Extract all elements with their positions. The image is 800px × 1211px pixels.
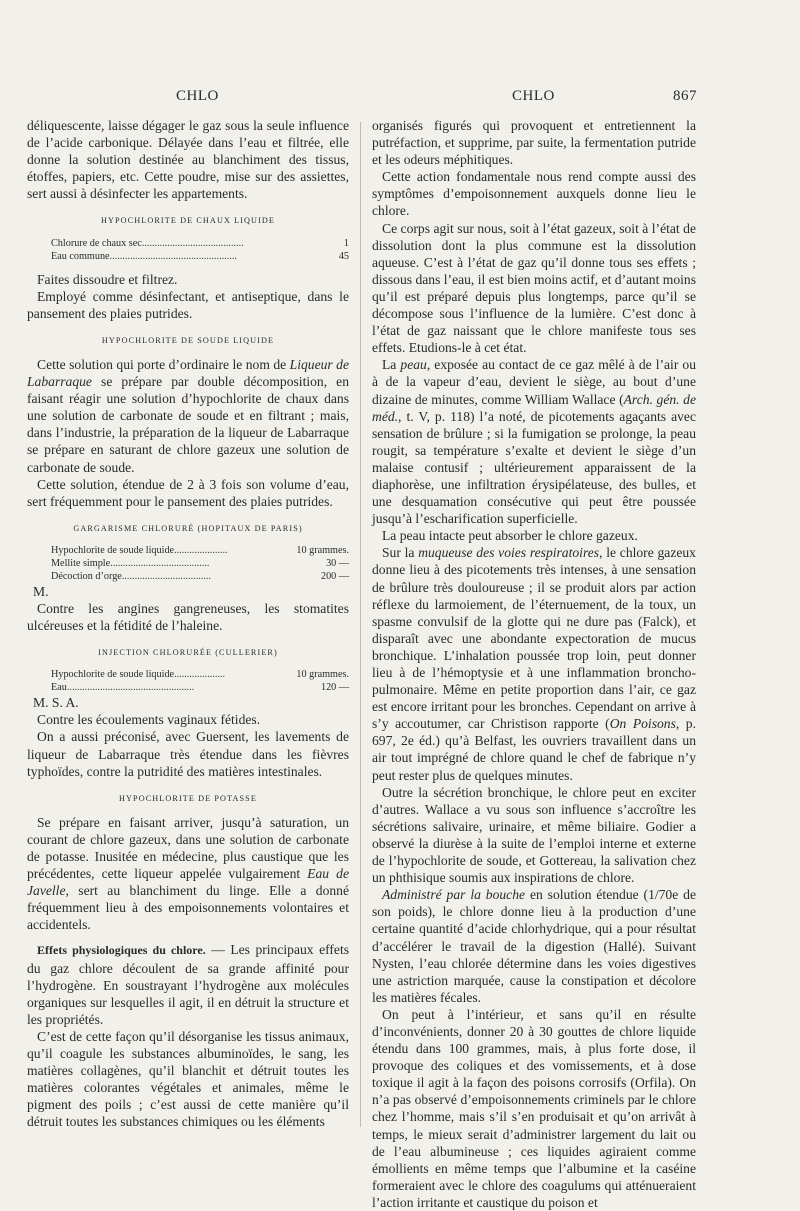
paragraph: Employé comme désinfectant, et antiseptique, dans le pansement des plaies putrides.	[27, 288, 349, 321]
recipe-row: Eau.................................................. 120 —	[51, 682, 349, 694]
paragraph: Administré par la bouche en solution étendue (1/70e de son poids), le chlore donne lieu à la production d’une certaine quantité d’acide chlorhydrique, qui a pour résultat d’accélérer le travail de la digestion (Hallé). Suivant Nysten, l’eau chlorée détermine dans les voies digestives une astriction marquée, cause la constipation et décolore les matières fécales.	[372, 887, 696, 1005]
paragraph: Ce corps agit sur nous, soit à l’état gazeux, soit à l’état de dissolution dont la plus commune est la dissolution aqueuse. C’est à l’état de gaz qu’il donne tous ses effets ; dissous dans l’eau, il est bien moins actif, et d’autant moins qu’il est préparé depuis plus longtemps, parce qu’il se décompose sous l’influence de la lumière. C’est donc à l’état de gaz naissant que le chlore manifeste tous ses effets. Etudions-le à cet état.	[372, 220, 696, 356]
paragraph: Contre les écoulements vaginaux fétides.	[37, 712, 261, 728]
paragraph: Cette action fondamentale nous rend compte aussi des symptômes d’empoisonnement auxquels donne lieu le chlore.	[372, 169, 696, 219]
recipe-signature: M.	[33, 583, 49, 599]
section-heading: Effets physiologiques du chlore.	[37, 943, 206, 958]
ingredient-name: Mellite simple	[51, 557, 111, 569]
paragraph: Outre la sécrétion bronchique, le chlore peut en exciter d’autres. Wallace a vu sous son influence s’accroître les sécrétions salivaire, urinaire, et même biliaire. Godier a observé la diurèse à la suite de l’emploi interne et externe de l’hypochlorite de soude, et Gottereau, la salivation chez un phthisique soumis aux inspirations de chlore.	[372, 784, 696, 886]
paragraph: Contre les angines gangreneuses, les stomatites ulcéreuses et la fétidité de l’haleine.	[27, 600, 349, 634]
paragraph: C’est de cette façon qu’il désorganise les tissus animaux, qu’il coagule les substances albuminoïdes, le sang, les matières collagènes, qu’il blanchit et détruit toutes les matières colorantes végétales et animales, même le pigment des poils ; c’est aussi de cette manière qu’il détruit toutes les substances chimiques ou les éléments	[27, 1028, 349, 1130]
ingredient-name: Eau	[51, 682, 67, 694]
paragraph: On a aussi préconisé, avec Guersent, les lavements de liqueur de Labarraque très étendue dans les fièvres typhoïdes, contre la putridité des matières intestinales.	[27, 729, 349, 779]
paragraph: Faites dissoudre et filtrez.	[37, 271, 178, 287]
recipe-row: Décoction d’orge................................... 200 —	[51, 570, 349, 582]
ingredient-quantity: 10 grammes.	[296, 669, 349, 681]
paragraph: organisés figurés qui provoquent et entretiennent la putréfaction, et supprime, par suite, la fermentation putride et les odeurs méphitiques.	[372, 118, 696, 168]
paragraph: La peau, exposée au contact de ce gaz mêlé à de l’air ou à de la vapeur d’eau, devient le siège, au bout d’une dizaine de minutes, comme William Wallace (Arch. gén. de méd., t. V, p. 118) l’a noté, de picotements agaçants avec sensation de brûlure ; si la fumigation se prolonge, la peau rougit, sa température s’exalte et devient le siège d’un malaise contusif ; ultérieurement apparaissent de la diaphorèse, une infiltration érysipélateuse, des bulles, et une desquamation consécutive qui peut être poussée jusqu’à l’escharification superficielle.	[372, 357, 696, 527]
recipe-table	[27, 544, 349, 583]
ingredient-name: Eau commune	[51, 250, 110, 262]
column-divider	[360, 122, 361, 1127]
recipe-title: INJECTION CHLORURÉE (CULLERIER)	[98, 648, 278, 658]
recipe-signature: M. S. A.	[33, 695, 79, 711]
recipe-row: Eau commune.................................................. 45	[51, 250, 349, 262]
left-column	[27, 117, 349, 1131]
recipe-row: Chlorure de chaux sec........................................ 1	[51, 237, 349, 249]
recipe-row: Hypochlorite de soude liquide..................... 10 grammes.	[51, 544, 349, 556]
ingredient-quantity: 1	[343, 237, 349, 249]
recipe-title: HYPOCHLORITE DE SOUDE LIQUIDE	[101, 335, 275, 345]
ingredient-quantity: 45	[338, 250, 349, 262]
ingredient-quantity: 10 grammes.	[296, 544, 349, 556]
ingredient-name: Hypochlorite de soude liquide	[51, 669, 175, 681]
recipe-title: HYPOCHLORITE DE POTASSE	[119, 793, 257, 803]
paragraph: Se prépare en faisant arriver, jusqu’à saturation, un courant de chlore gazeux, dans une solution de carbonate de potasse. Inusitée en médecine, plus caustique que les précédentes, cette liqueur appelée vulgairement Eau de Javelle, sert au blanchiment du linge. Elle a donné fréquemment lieu à des empoisonnements volontaires et accidentels.	[27, 814, 349, 933]
recipe-table	[27, 237, 349, 263]
recipe-title: HYPOCHLORITE DE CHAUX LIQUIDE	[100, 216, 276, 226]
paragraph: La peau intacte peut absorber le chlore gazeux.	[382, 528, 638, 544]
ingredient-name: Chlorure de chaux sec	[51, 237, 142, 249]
running-head-left: CHLO	[176, 88, 219, 104]
recipe-row: Mellite simple....................................... 30 —	[51, 557, 349, 569]
ingredient-quantity: 30 —	[326, 557, 349, 569]
right-column	[372, 117, 696, 1211]
recipe-row: Hypochlorite de soude liquide.................... 10 grammes.	[51, 669, 349, 681]
paragraph: On peut à l’intérieur, et sans qu’il en résulte d’inconvénients, donner 20 à 30 gouttes de chlore liquide étendu dans 100 grammes, mais, à plus forte dose, il provoque des coliques et des vomissements, et à dose toxique il agit à la façon des poisons corrosifs (Orfila). On n’a pas observé d’empoisonnements criminels par le chlore chez l’homme, mais s’il s’en produisait et qu’on arrivât à temps, le mieux serait d’administrer largement du lait ou de l’eau albumineuse ; ces liquides agiraient comme émollients en même temps que l’albumine et la caséine formeraient avec le chlore des coagulums qui atténueraient l’action irritante et caustique du poison et	[372, 1006, 696, 1210]
recipe-title: GARGARISME CHLORURÉ (HOPITAUX DE PARIS)	[73, 523, 303, 533]
ingredient-name: Décoction d’orge	[51, 570, 122, 582]
ingredient-quantity: 120 —	[320, 682, 349, 694]
running-head-center: CHLO	[512, 88, 555, 104]
paragraph: Sur la muqueuse des voies respiratoires, le chlore gazeux donne lieu à des picotements très intenses, à une sensation de brûlure très douloureuse ; il se produit alors par action réflexe du larmoiement, de l’éternuement, de la toux, un spasme convulsif de la glotte qui ne dure pas (Falck), et disparaît avec une abondante expectoration de mucus bronchique. L’inhalation poussée trop loin, peut donner lieu à de l’hémoptysie et à une inflammation broncho-pulmonaire. Même en petite proportion dans l’air, ce gaz est encore irritant pour les bronches. Cependant on arrive à s’y accoutumer, car Christison rapporte (On Poisons, p. 697, 2e éd.) qu’à Belfast, les ouvriers travaillent dans un air tout imprégné de chlore quand le chef de fabrique n’y peut rester plus de quelques minutes.	[372, 545, 696, 783]
ingredient-name: Hypochlorite de soude liquide	[51, 544, 175, 556]
paragraph: Cette solution qui porte d’ordinaire le nom de Liqueur de Labarraque se prépare par double décomposition, en faisant réagir une solution d’hypochlorite de chaux dans une solution de carbonate de soude et en filtrant ; mais, dans l’industrie, la préparation de la liqueur de Labarraque se prépare en saturant de chlore gazeux une solution de carbonate de soude.	[27, 356, 349, 475]
ingredient-quantity: 200 —	[320, 570, 349, 582]
page-number: 867	[673, 88, 697, 104]
paragraph: Effets physiologiques du chlore. — Les principaux effets du gaz chlore découlent de sa grande affinité pour l’hydrogène. En soustrayant l’hydrogène aux molécules organiques sur lesquelles il agit, il en détruit la structure et les propriétés.	[27, 942, 350, 1027]
paragraph: Cette solution, étendue de 2 à 3 fois son volume d’eau, sert fréquemment pour le pansement des plaies putrides.	[27, 476, 349, 509]
recipe-table	[27, 668, 349, 694]
paragraph: déliquescente, laisse dégager le gaz sous la seule influence de l’acide carbonique. Délayée dans l’eau et filtrée, elle donne la solution destinée au blanchiment des tissus, étoffes, papiers, etc. Cette poudre, mise sur des assiettes, sert aussi à désinfecter les appartements.	[27, 118, 349, 202]
